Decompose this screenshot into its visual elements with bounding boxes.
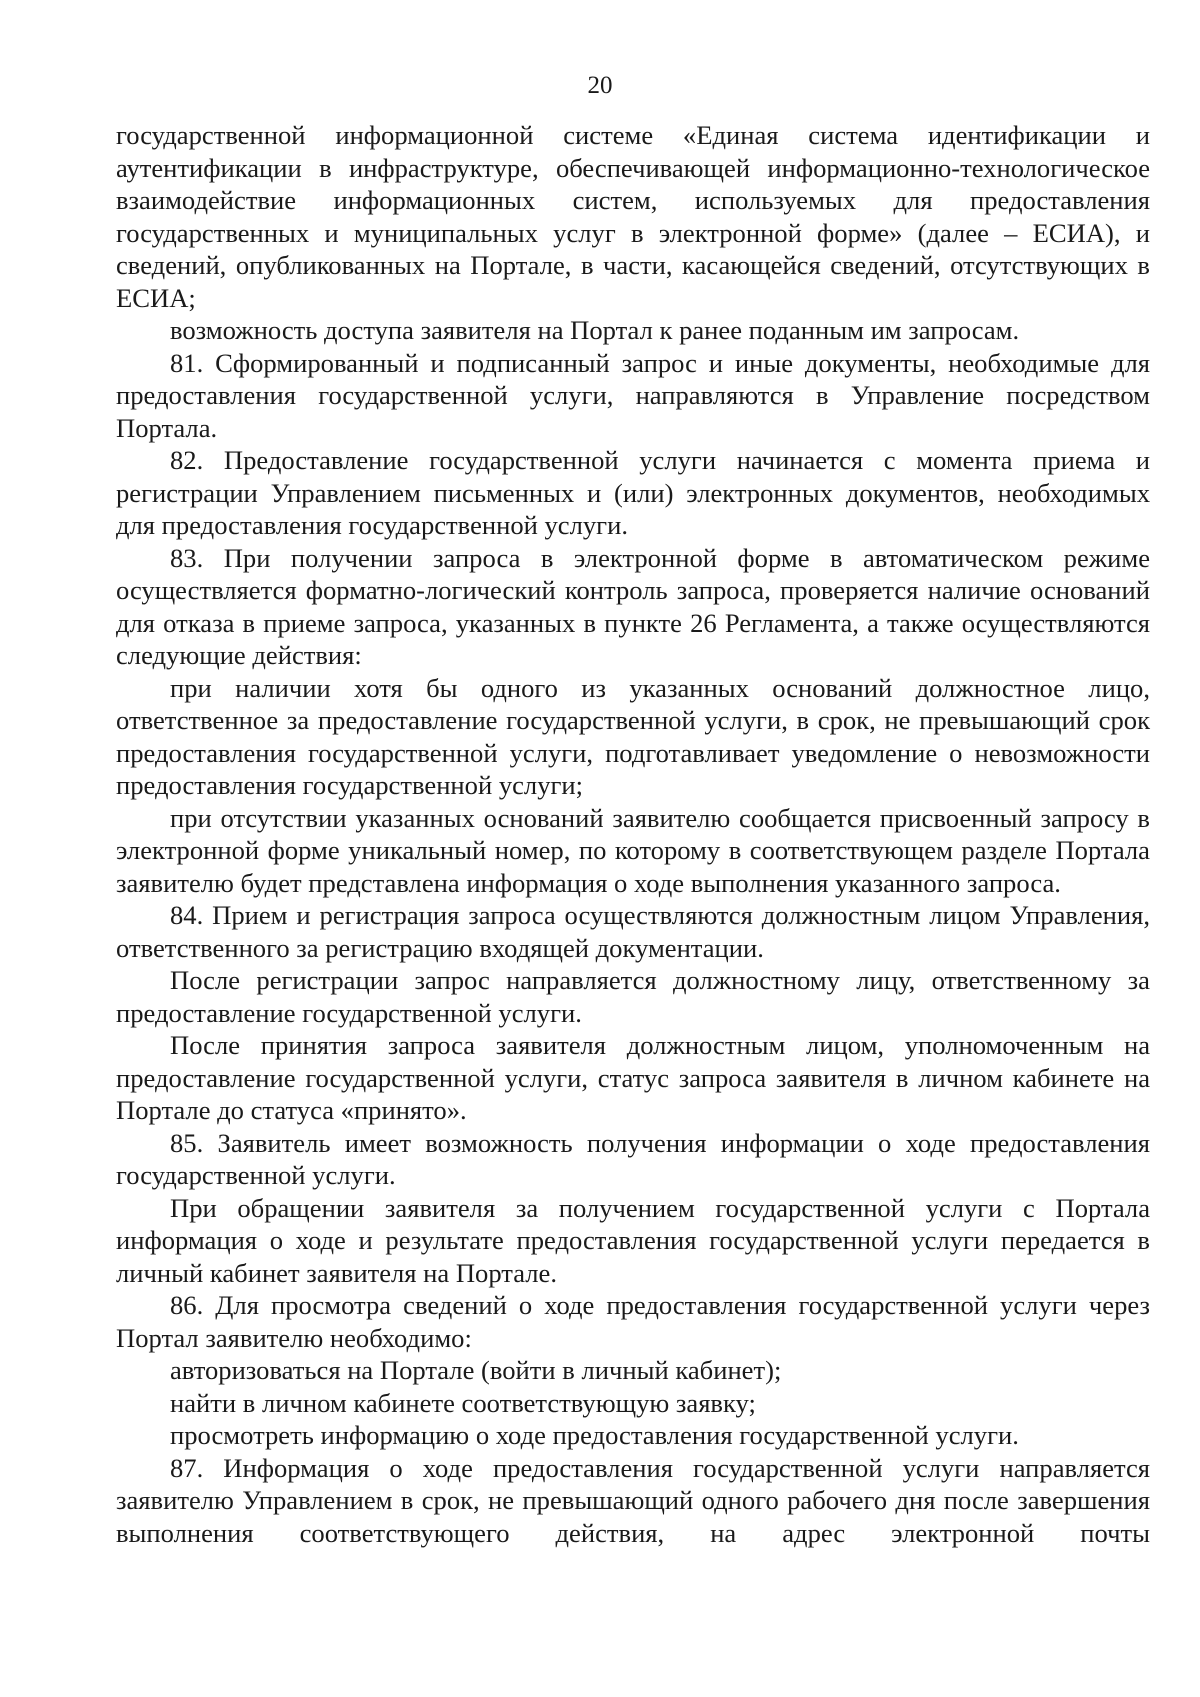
paragraph-item-84: 84. Прием и регистрация запроса осуществляются должностным лицом Управления, ответственного за регистрацию входящей документации. [116, 900, 1150, 963]
list-item-find-request: найти в личном кабинете соответствующую заявку; [170, 1387, 756, 1418]
paragraph-esia-continuation: государственной информационной системе «Единая система идентификации и аутентификации в инфраструктуре, обеспечивающей информационно-технологическое взаимодействие информационных систем, используемых для предоставления государственных и муниципальных услуг в электронной форме» (далее – ЕСИА), и сведений, опубликованных на Портале, в части, касающейся сведений, отсутствующих в ЕСИА; [116, 120, 1150, 313]
page-number: 20 [587, 72, 613, 99]
paragraph-item-85: 85. Заявитель имеет возможность получения информации о ходе предоставления государственной услуги. [116, 1127, 1150, 1190]
paragraph-portal-access: возможность доступа заявителя на Портал к ранее поданным им запросам. [170, 315, 1020, 345]
paragraph-item-82: 82. Предоставление государственной услуги начинается с момента приема и регистрации Управлением письменных и (или) электронных документов, необходимых для предоставления государственной услуги. [116, 445, 1150, 540]
paragraph-item-83-grounds-absent: при отсутствии указанных оснований заявителю сообщается присвоенный запросу в электронной форме уникальный номер, по которому в соответствующем разделе Портала заявителю будет представлена информация о ходе выполнения указанного запроса. [116, 802, 1150, 898]
paragraph-item-85-personal-cabinet: При обращении заявителя за получением государственной услуги с Портала информация о ходе и результате предоставления государственной услуги передается в личный кабинет заявителя на Портале. [116, 1192, 1150, 1288]
paragraph-item-86: 86. Для просмотра сведений о ходе предоставления государственной услуги через Портал заявителю необходимо: [116, 1290, 1150, 1353]
list-item-view-progress: просмотреть информацию о ходе предоставления государственной услуги. [170, 1420, 1019, 1450]
paragraph-item-87: 87. Информация о ходе предоставления государственной услуги направляется заявителю Управлением в срок, не превышающий одного рабочего дня после завершения выполнения соответствующего действия, на адрес электронной почты [116, 1452, 1150, 1548]
document-body [116, 119, 1150, 1549]
paragraph-item-83: 83. При получении запроса в электронной форме в автоматическом режиме осуществляется форматно-логический контроль запроса, проверяется наличие оснований для отказа в приеме запроса, указанных в пункте 26 Регламента, а также осуществляются следующие действия: [116, 542, 1150, 670]
paragraph-item-84-after-registration: После регистрации запрос направляется должностному лицу, ответственному за предоставление государственной услуги. [116, 965, 1150, 1028]
paragraph-item-84-status-accepted: После принятия запроса заявителя должностным лицом, уполномоченным на предоставление государственной услуги, статус запроса заявителя в личном кабинете на Портале до статуса «принято». [116, 1030, 1150, 1125]
list-item-authorize: авторизоваться на Портале (войти в личный кабинет); [170, 1355, 782, 1385]
paragraph-item-83-grounds-present: при наличии хотя бы одного из указанных оснований должностное лицо, ответственное за предоставление государственной услуги, в срок, не превышающий срок предоставления государственной услуги, подготавливает уведомление о невозможности предоставления государственной услуги; [116, 672, 1150, 800]
paragraph-item-81: 81. Сформированный и подписанный запрос и иные документы, необходимые для предоставления государственной услуги, направляются в Управление посредством Портала. [116, 347, 1150, 443]
